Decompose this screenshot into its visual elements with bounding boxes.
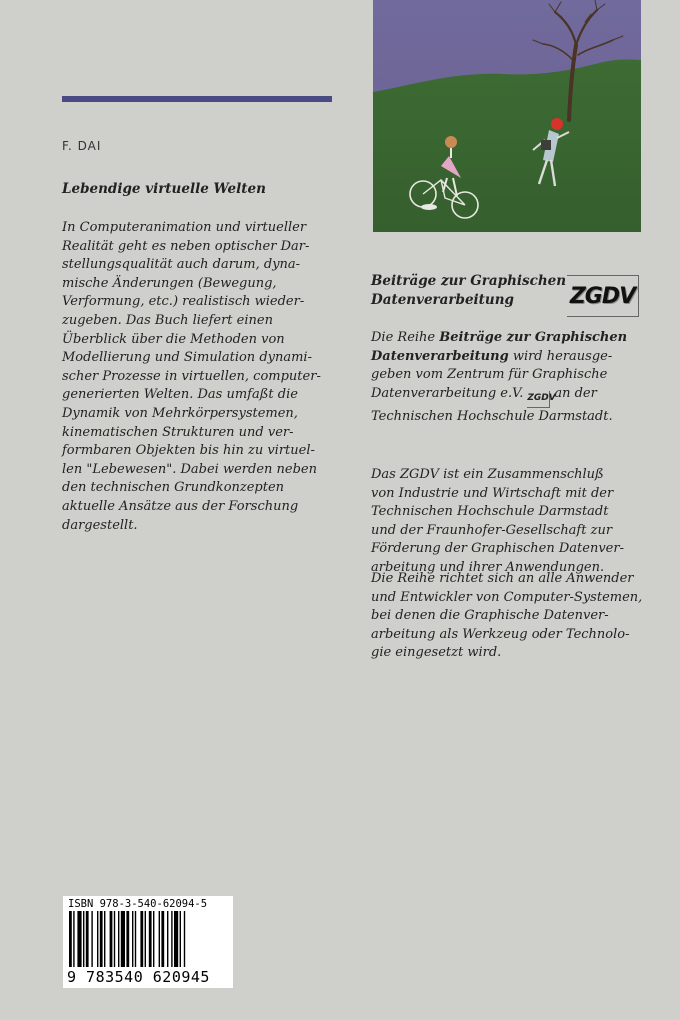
series-name-bold: Datenverarbeitung bbox=[371, 348, 509, 364]
barcode-bar bbox=[83, 911, 84, 967]
barcode-bar bbox=[110, 911, 113, 967]
series-heading-line: Beiträge zur Graphischen bbox=[371, 273, 567, 289]
barcode-bar bbox=[73, 911, 74, 967]
series-name-bold: Beiträge zur Graphischen bbox=[439, 330, 628, 345]
book-title: Lebendige virtuelle Welten bbox=[62, 181, 266, 197]
barcode-bar bbox=[174, 911, 178, 967]
description-line: Modellierung und Simulation dynami- bbox=[62, 350, 312, 366]
barcode-bar bbox=[132, 911, 133, 967]
isbn-digits: 9 783540 620945 bbox=[67, 968, 210, 986]
paragraph-line: Technischen Hochschule Darmstadt. bbox=[371, 408, 613, 424]
description-line: scher Prozesse in virtuellen, computer- bbox=[62, 368, 321, 384]
hill bbox=[373, 60, 641, 233]
barcode-bar bbox=[97, 911, 98, 967]
cover-illustration bbox=[373, 0, 641, 232]
description-line: Dynamik von Mehrkörpersystemen, bbox=[62, 405, 298, 421]
barcode-bar bbox=[114, 911, 115, 967]
description-line: len "Lebewesen". Dabei werden neben bbox=[62, 461, 317, 477]
description-line: mische Änderungen (Bewegung, bbox=[62, 275, 277, 291]
paragraph-line bbox=[371, 329, 661, 348]
description-line: aktuelle Ansätze aus der Forschung bbox=[62, 498, 299, 514]
series-paragraph-1 bbox=[371, 329, 661, 426]
paragraph-line: Technischen Hochschule Darmstadt bbox=[371, 504, 609, 520]
barcode-bar bbox=[118, 911, 119, 967]
paragraph-line: bei denen die Graphische Datenver- bbox=[371, 608, 609, 624]
barcode-bar bbox=[104, 911, 105, 967]
barcode-bar bbox=[153, 911, 154, 967]
book-description bbox=[62, 219, 347, 535]
zgdv-logo bbox=[567, 275, 639, 317]
barcode-bar bbox=[126, 911, 129, 967]
series-heading-line: Datenverarbeitung bbox=[371, 292, 514, 308]
barcode-bar bbox=[184, 911, 185, 967]
paragraph-line: und der Fraunhofer-Gesellschaft zur bbox=[371, 522, 613, 538]
description-line: In Computeranimation und virtueller bbox=[62, 220, 307, 235]
author-name: F. DAI bbox=[62, 139, 102, 153]
paragraph-line: arbeitung und ihrer Anwendungen. bbox=[371, 559, 605, 575]
description-line: Verformung, etc.) realistisch wieder- bbox=[62, 294, 305, 310]
barcode-bar bbox=[135, 911, 136, 967]
zgdv-logo-text: ZGDV bbox=[569, 283, 636, 309]
isbn-barcode bbox=[63, 896, 233, 988]
description-line: kinematischen Strukturen und ver- bbox=[62, 424, 294, 440]
description-line: zugeben. Das Buch liefert einen bbox=[62, 312, 273, 328]
barcode-bar bbox=[161, 911, 164, 967]
description-line: generierten Welten. Das umfaßt die bbox=[62, 387, 298, 403]
paragraph-line: und Entwickler von Computer-Systemen, bbox=[371, 589, 643, 605]
text-run: wird herausge- bbox=[512, 348, 613, 364]
description-line: Überblick über die Methoden von bbox=[62, 331, 285, 347]
barcode-bar bbox=[167, 911, 168, 967]
text-run: Die Reihe bbox=[371, 330, 436, 345]
barcode-bar bbox=[149, 911, 152, 967]
barcode-bar bbox=[145, 911, 146, 967]
description-line: Realität geht es neben optischer Dar- bbox=[62, 238, 310, 254]
paragraph-line: Die Reihe richtet sich an alle Anwender bbox=[371, 571, 634, 586]
series-paragraph-2 bbox=[371, 466, 661, 578]
series-paragraph-3 bbox=[371, 570, 661, 663]
isbn-label: ISBN 978-3-540-62094-5 bbox=[68, 898, 208, 910]
paragraph-line: von Industrie und Wirtschaft mit der bbox=[371, 485, 614, 501]
barcode-bar bbox=[180, 911, 181, 967]
barcode-bars bbox=[69, 911, 227, 971]
description-line: dargestellt. bbox=[62, 517, 138, 533]
barcode-bar bbox=[69, 911, 72, 967]
barcode-bar bbox=[140, 911, 143, 967]
paragraph-line bbox=[371, 348, 661, 367]
paragraph-line: Förderung der Graphischen Datenver- bbox=[371, 541, 624, 557]
description-line: formbaren Objekten bis hin zu virtuel- bbox=[62, 443, 315, 459]
text-run: Datenverarbeitung e.V. bbox=[371, 385, 524, 401]
barcode-bar bbox=[100, 911, 103, 967]
barcode-bar bbox=[91, 911, 92, 967]
barcode-bar bbox=[171, 911, 172, 967]
barcode-bar bbox=[77, 911, 81, 967]
paragraph-line: arbeitung als Werkzeug oder Technolo- bbox=[371, 626, 630, 642]
decorative-rule bbox=[62, 96, 332, 102]
description-line: stellungsqualität auch darum, dyna- bbox=[62, 257, 301, 273]
paragraph-line: Das ZGDV ist ein Zusammenschluß bbox=[371, 467, 604, 482]
description-line: den technischen Grundkonzepten bbox=[62, 480, 285, 496]
barcode-bar bbox=[121, 911, 125, 967]
series-heading bbox=[371, 272, 566, 310]
text-run: an der bbox=[554, 385, 597, 401]
paragraph-line: gie eingesetzt wird. bbox=[371, 645, 502, 661]
barcode-bar bbox=[86, 911, 89, 967]
zgdv-mini-logo: ZGDV bbox=[527, 391, 550, 408]
paragraph-line: geben vom Zentrum für Graphische bbox=[371, 367, 608, 383]
paragraph-line bbox=[371, 385, 661, 408]
barcode-bar bbox=[159, 911, 160, 967]
